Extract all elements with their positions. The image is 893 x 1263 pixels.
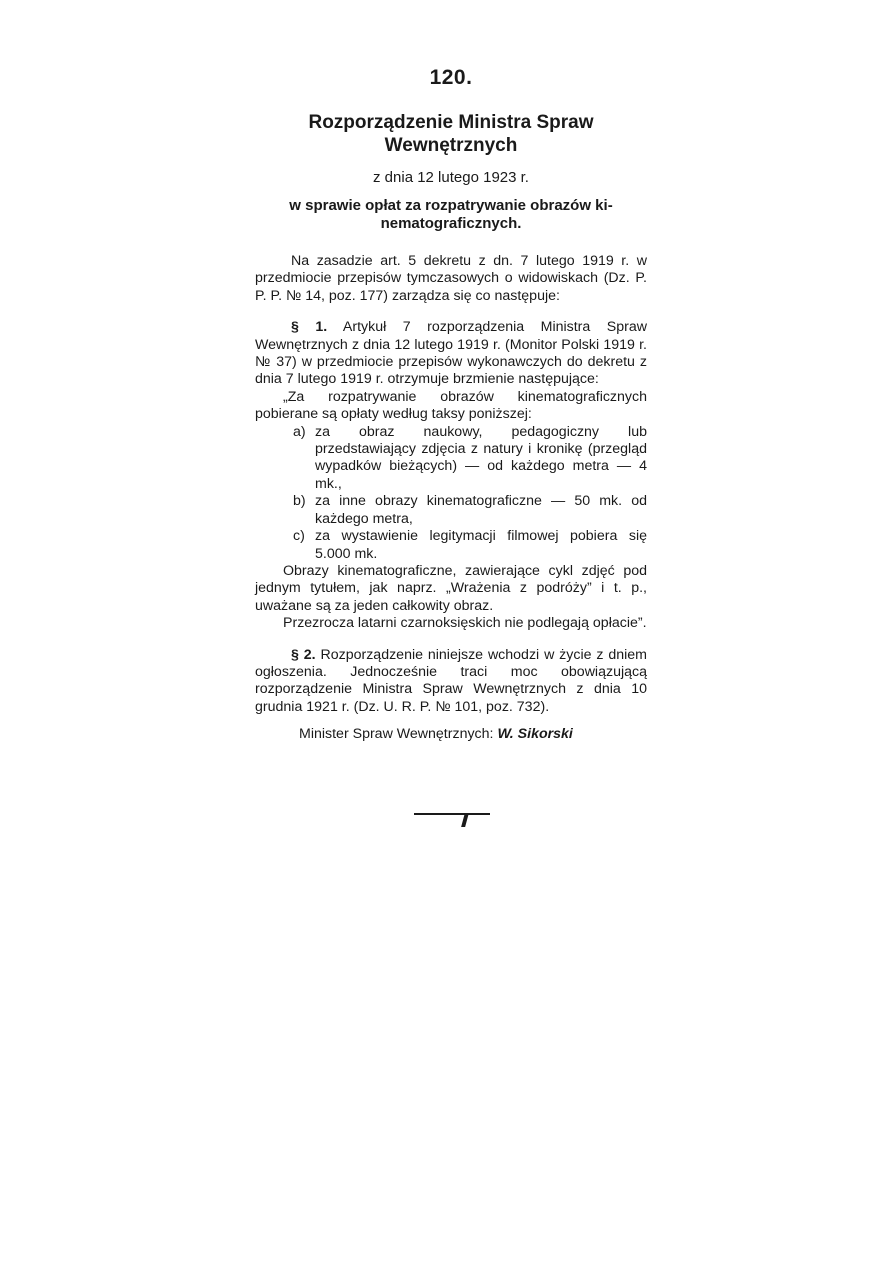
quote-intro: „Za rozpatrywanie obrazów kinematograficznych pobierane są opłaty według taksy poniższej: <box>255 388 647 423</box>
title-line-1: Rozporządzenie Ministra Spraw <box>308 112 594 133</box>
title-line-2: Wewnętrznych <box>384 135 518 156</box>
signature <box>255 726 647 743</box>
list-item-text: za wystawienie legitymacji filmowej pobiera się 5.000 mk. <box>315 528 647 562</box>
list-item <box>293 424 647 494</box>
document-date: z dnia 12 lutego 1923 r. <box>373 169 529 186</box>
intro-paragraph: Na zasadzie art. 5 dekretu z dn. 7 lutego 1919 r. w przedmiocie przepisów tymczasowych o widowiskach (Dz. P. P. P. № 14, poz. 177) zarządza się co następuje: <box>255 253 647 304</box>
document-body <box>255 253 647 744</box>
closing-rule <box>414 813 490 815</box>
signature-name: W. Sikorski <box>497 726 573 743</box>
section-2-paragraph <box>255 647 647 717</box>
closing-rule-mark <box>461 813 469 827</box>
list-item-mark: b) <box>293 493 306 510</box>
document-page <box>255 66 647 744</box>
section-1-text: Artykuł 7 rozporządzenia Ministra Spraw Wewnętrznych z dnia 12 lutego 1919 r. (Monitor Polski 1919 r. № 37) w przedmiocie przepisów wykonawczych do dekretu z dnia 7 lutego 1919 r. otrzymuje brzmienie następujące: <box>255 319 647 388</box>
quote-paragraph-2: Obrazy kinematograficzne, zawierające cykl zdjęć pod jednym tytułem, jak naprz. „Wrażenia z podróży” i t. p., uważane są za jeden całkowity obraz. <box>255 562 647 614</box>
document-subject <box>255 197 647 233</box>
document-title <box>255 111 647 157</box>
section-1-paragraph <box>255 319 647 389</box>
subject-line-1: w sprawie opłat za rozpatrywanie obrazów ki- <box>289 197 613 214</box>
subject-line-2: nematograficznych. <box>380 215 522 232</box>
signature-label: Minister Spraw Wewnętrznych: <box>299 726 494 743</box>
list-item-mark: a) <box>293 423 306 440</box>
list-item-text: za inne obrazy kinematograficzne — 50 mk. od każdego metra, <box>315 493 647 527</box>
fee-list <box>255 424 647 563</box>
list-item <box>293 528 647 563</box>
section-1-mark: § 1. <box>291 319 328 336</box>
section-2-mark: § 2. <box>291 646 316 663</box>
list-item <box>293 493 647 528</box>
page-number: 120. <box>429 66 473 89</box>
section-2-text: Rozporządzenie niniejsze wchodzi w życie z dniem ogłoszenia. Jednocześnie traci moc obowiązującą rozporządzenie Ministra Spraw Wewnętrznych z dnia 10 grudnia 1921 r. (Dz. U. R. P. № 101, poz. 732). <box>255 646 647 715</box>
quote-paragraph-3: Przezrocza latarni czarnoksięskich nie podlegają opłacie”. <box>283 615 647 632</box>
list-item-text: za obraz naukowy, pedagogiczny lub przedstawiający zdjęcia z natury i kronikę (przegląd wypadków bieżących) — od każdego metra — 4 mk., <box>315 423 647 492</box>
list-item-mark: c) <box>293 528 305 545</box>
